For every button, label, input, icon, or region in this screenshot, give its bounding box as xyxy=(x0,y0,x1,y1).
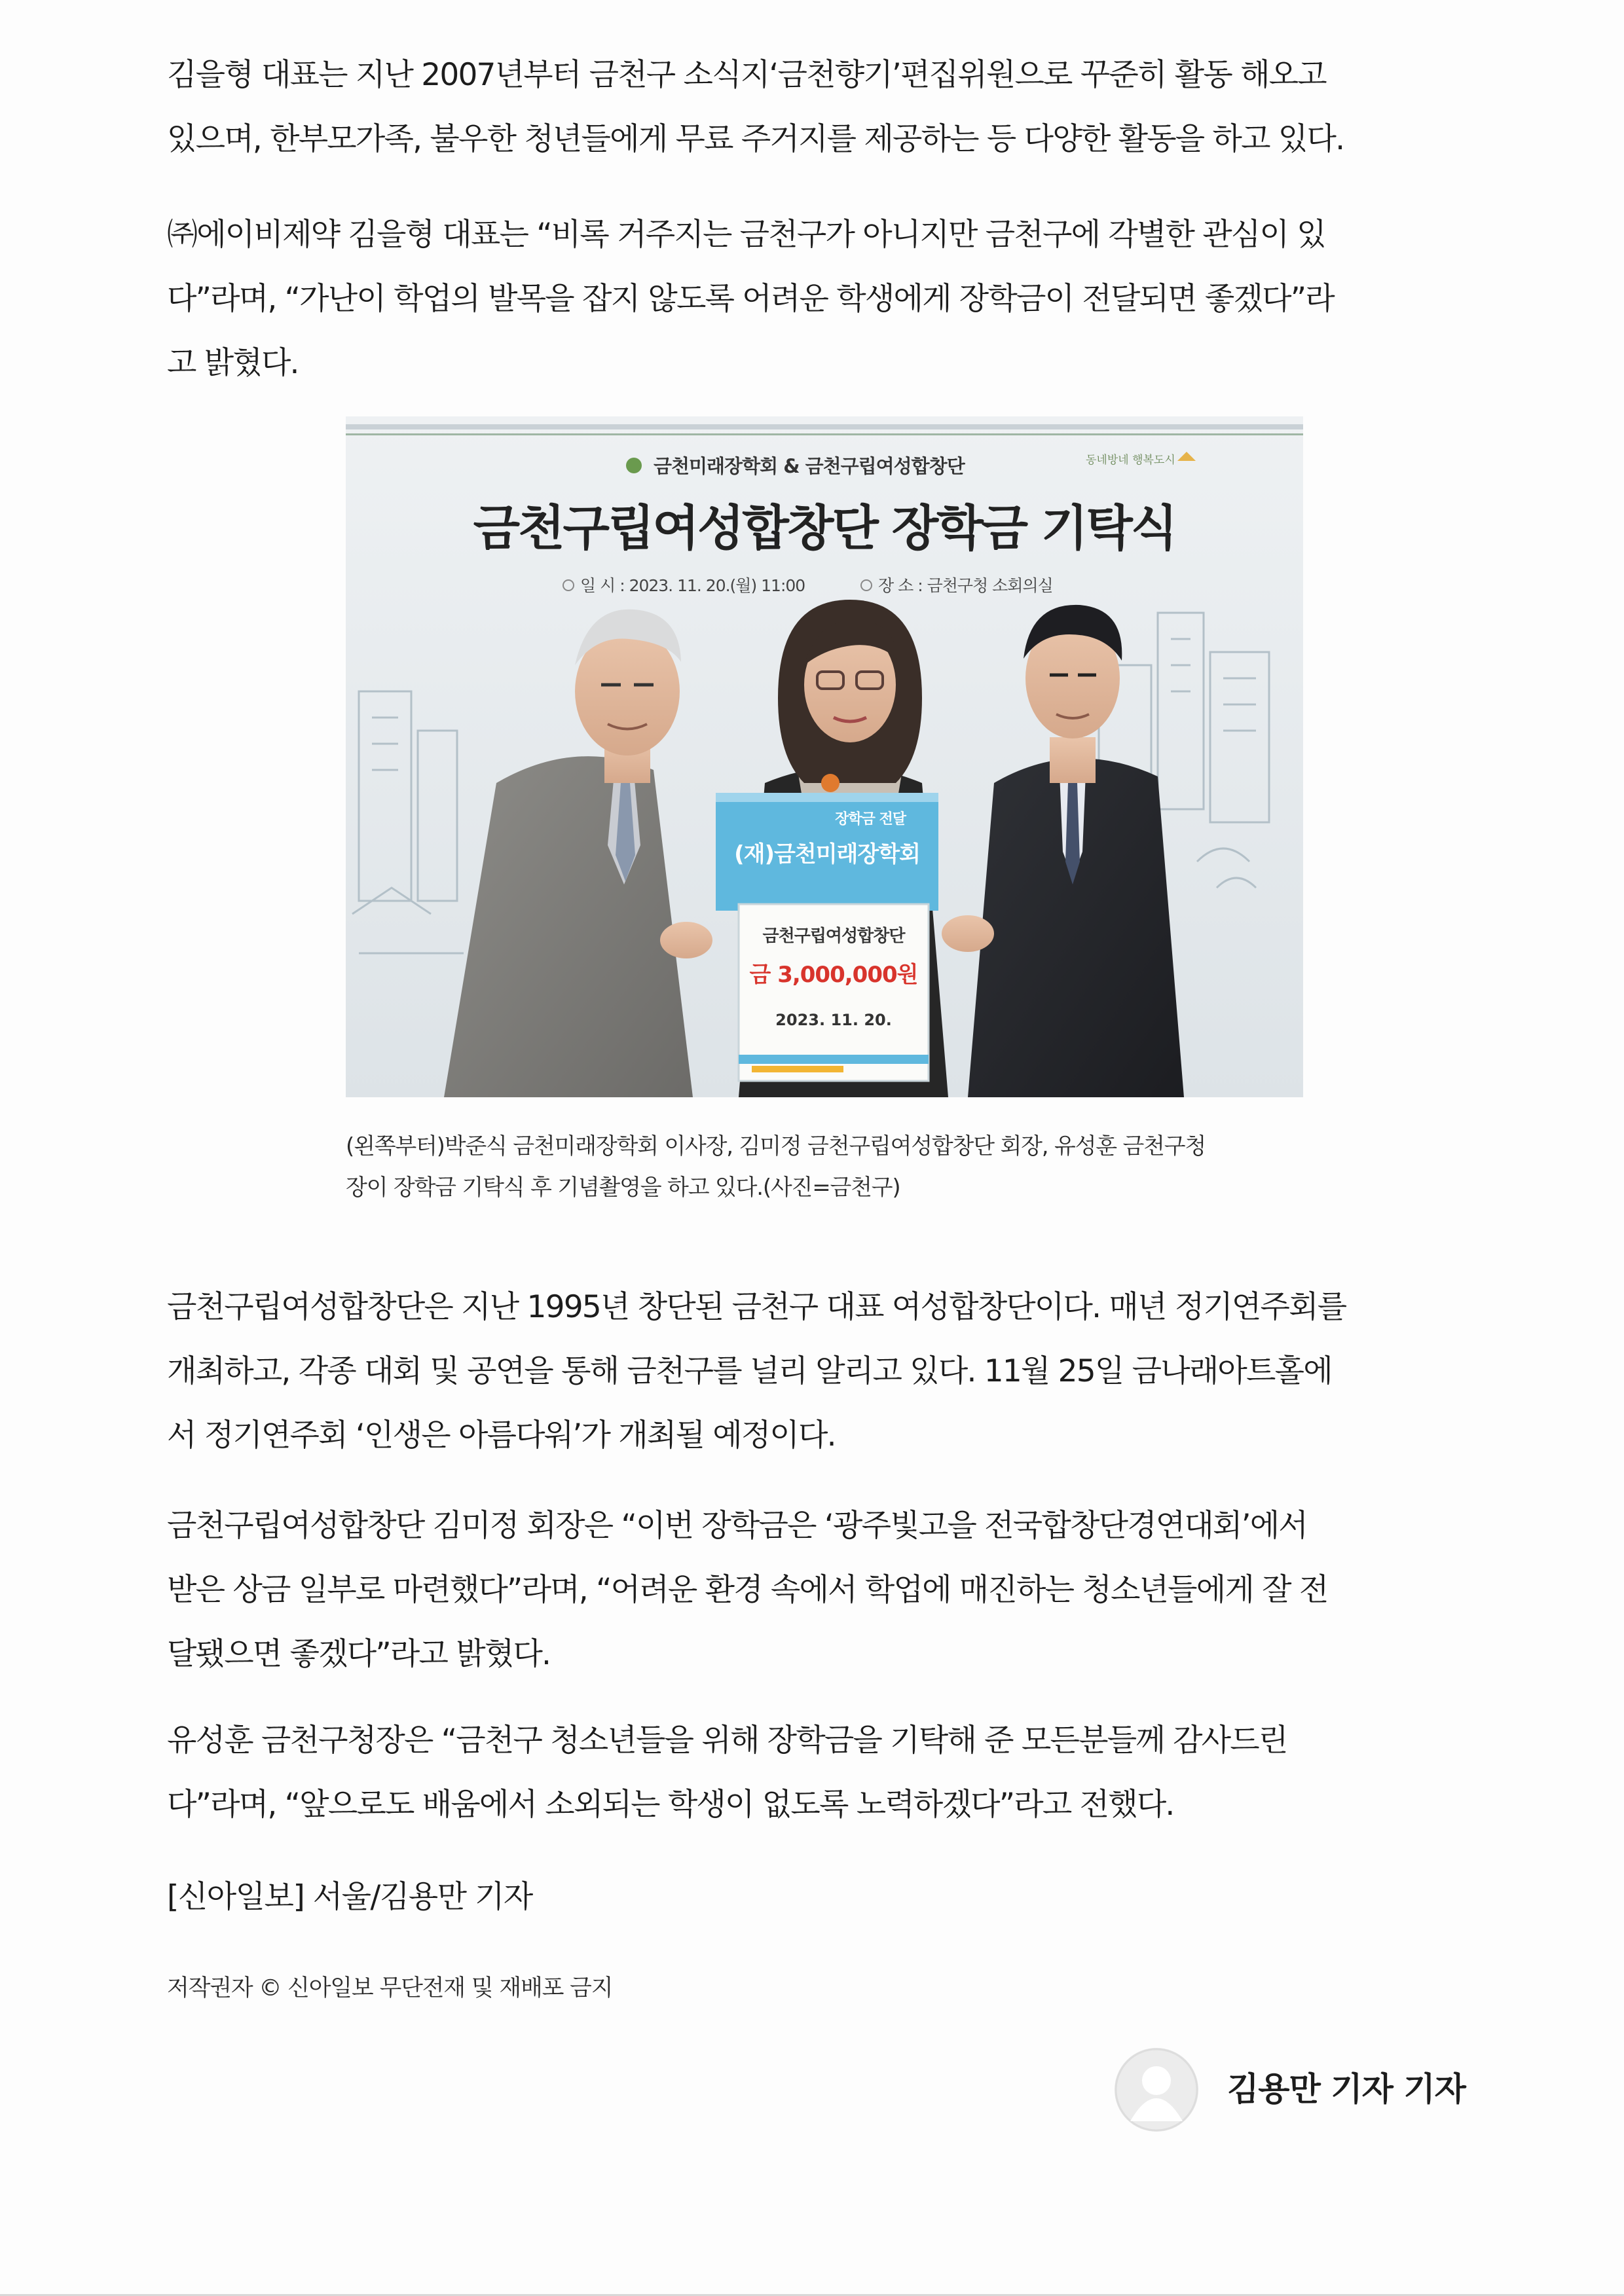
scholarship-board xyxy=(716,793,938,1081)
paragraph-line: 금천구립여성합창단은 지난 1995년 창단된 금천구 대표 여성합창단이다. 매년 정기연주회를 xyxy=(167,1289,1346,1325)
paragraph-line: 금천구립여성합창단 김미정 회장은 “이번 장학금은 ‘광주빛고을 전국합창단경연대회’에서 xyxy=(167,1508,1307,1544)
paragraph-line: 달됐으면 좋겠다”라고 밝혔다. xyxy=(167,1636,551,1672)
avatar[interactable] xyxy=(1115,2048,1198,2132)
paragraph-line: 유성훈 금천구청장은 “금천구 청소년들을 위해 장학금을 기탁해 준 모든분들께 감사드린 xyxy=(167,1722,1287,1758)
paragraph-line: 김을형 대표는 지난 2007년부터 금천구 소식지‘금천향기’편집위원으로 꾸준히 활동 해오고 xyxy=(167,57,1326,93)
article-paragraph-1 xyxy=(167,43,1473,172)
caption-line: 장이 장학금 기탁식 후 기념촬영을 하고 있다.(사진=금천구) xyxy=(346,1175,900,1201)
banner-corner-text: 동네방네 행복도시 xyxy=(1086,454,1175,467)
paragraph-line: 받은 상금 일부로 마련했다”라며, “어려운 환경 속에서 학업에 매진하는 청소년들에게 잘 전 xyxy=(167,1572,1328,1608)
corsage-icon xyxy=(821,774,840,792)
paragraph-line: 다”라며, “가난이 학업의 발목을 잡지 않도록 어려운 학생에게 장학금이 전달되면 좋겠다”라 xyxy=(167,281,1334,317)
board-date: 2023. 11. 20. xyxy=(775,1011,892,1029)
paragraph-line: 고 밝혔다. xyxy=(167,345,299,381)
banner-logo-icon xyxy=(626,458,642,473)
banner-title: 금천구립여성합창단 장학금 기탁식 xyxy=(473,500,1176,556)
banner-place: 장 소 : 금천구청 소회의실 xyxy=(878,576,1053,595)
paragraph-line: 개최하고, 각종 대회 및 공연을 통해 금천구를 널리 알리고 있다. 11월 25일 금나래아트홀에 xyxy=(167,1353,1332,1389)
article-paragraph-5 xyxy=(167,1709,1473,1837)
photo-illustration xyxy=(346,416,1303,1097)
paragraph-line: ㈜에이비제약 김을형 대표는 “비록 거주지는 금천구가 아니지만 금천구에 각별한 관심이 있 xyxy=(167,217,1325,253)
copyright-notice: 저작권자 © 신아일보 무단전재 및 재배포 금지 xyxy=(167,1975,613,2001)
paragraph-line: 서 정기연주회 ‘인생은 아름다워’가 개최될 예정이다. xyxy=(167,1417,836,1453)
banner-top-line: 금천미래장학회 & 금천구립여성합창단 xyxy=(654,455,965,477)
paragraph-line: 있으며, 한부모가족, 불우한 청년들에게 무료 주거지를 제공하는 등 다양한 활동을 하고 있다. xyxy=(167,121,1344,157)
caption-line: (왼쪽부터)박준식 금천미래장학회 이사장, 김미정 금천구립여성합창단 회장, 유성훈 금천구청 xyxy=(346,1133,1206,1159)
article-paragraph-3 xyxy=(167,1275,1473,1468)
board-header-org: (재)금천미래장학회 xyxy=(734,841,920,867)
article-paragraph-4 xyxy=(167,1494,1473,1686)
photo-caption xyxy=(346,1126,1315,1209)
article-byline: [신아일보] 서울/김용만 기자 xyxy=(167,1879,532,1915)
board-header-small: 장학금 전달 xyxy=(835,811,906,828)
board-donor: 금천구립여성합창단 xyxy=(762,926,905,946)
article-paragraph-2 xyxy=(167,203,1473,395)
author-name[interactable]: 김용만 기자 기자 xyxy=(1227,2070,1466,2108)
board-amount: 금 3,000,000원 xyxy=(749,962,918,988)
banner-datetime: 일 시 : 2023. 11. 20.(월) 11:00 xyxy=(580,576,805,595)
article-photo xyxy=(346,416,1303,1097)
person-silhouette-icon xyxy=(1115,2048,1198,2132)
paragraph-line: 다”라며, “앞으로도 배움에서 소외되는 학생이 없도록 노력하겠다”라고 전했다. xyxy=(167,1787,1174,1823)
author-box[interactable] xyxy=(1115,2048,1481,2133)
